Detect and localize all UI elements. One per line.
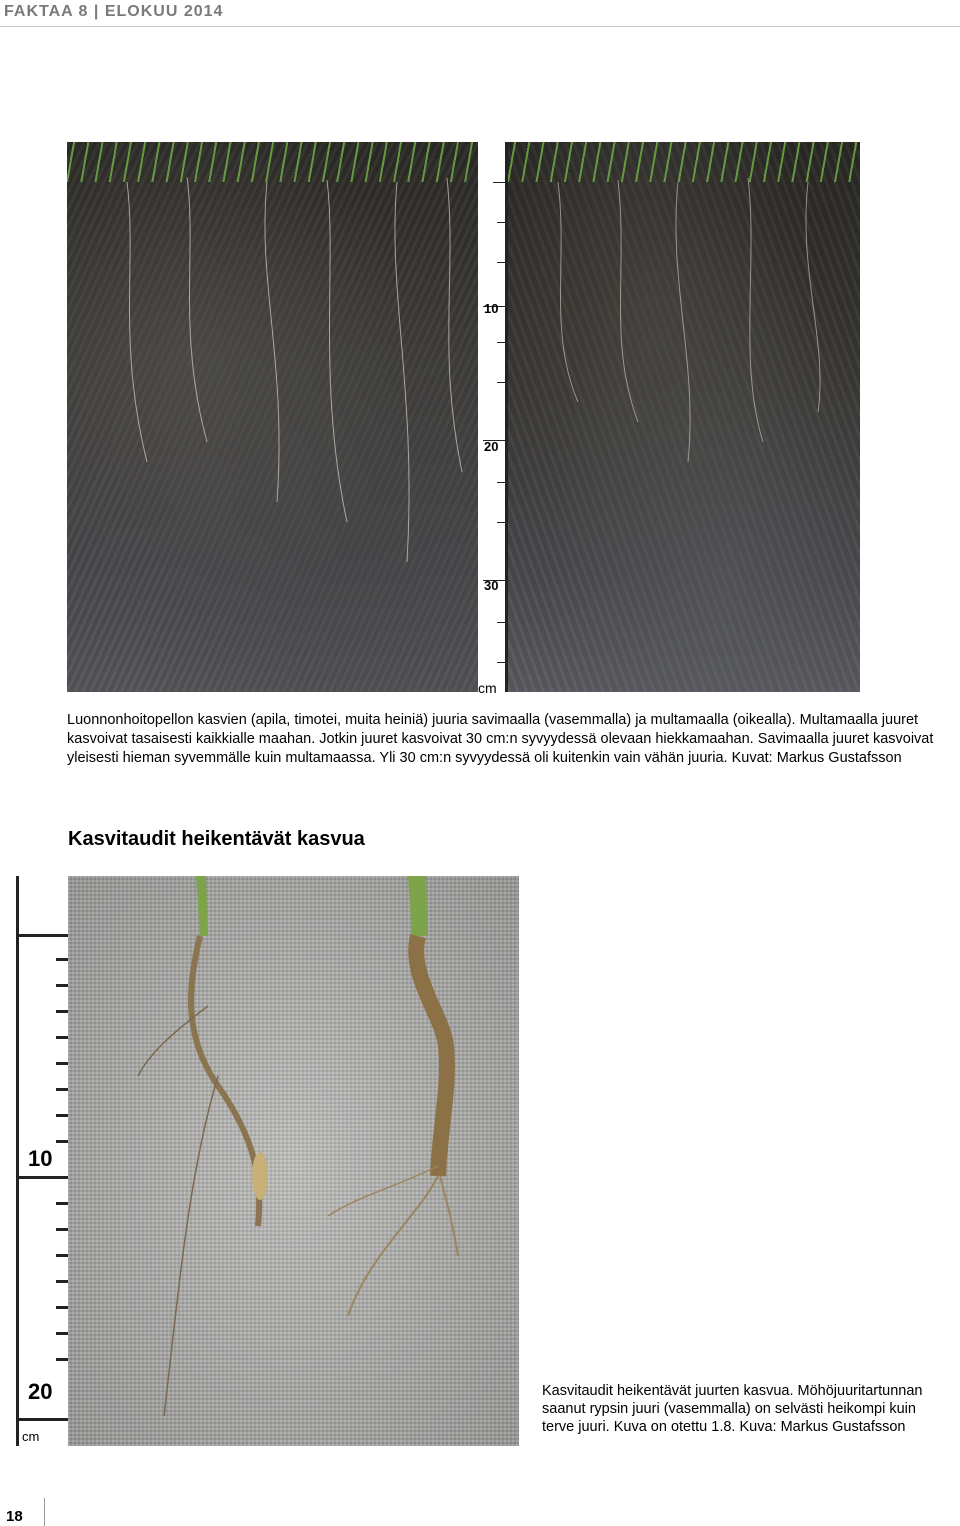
ruler-tick — [56, 1036, 68, 1039]
stem-healthy — [408, 876, 428, 936]
depth-ruler — [478, 142, 508, 696]
ruler-tick — [19, 934, 68, 937]
ruler-tick — [56, 958, 68, 961]
root-photo — [68, 876, 519, 1446]
ruler-tick — [56, 1062, 68, 1065]
soil-photo-mull — [508, 142, 860, 692]
ruler-label-10: 10 — [484, 301, 499, 316]
ruler-tick — [19, 1418, 68, 1421]
root-healthy — [328, 936, 458, 1316]
roots-drawing — [508, 142, 860, 692]
ruler-tick — [56, 1202, 68, 1205]
ruler-tick — [56, 1140, 68, 1143]
section-title: Kasvitaudit heikentävät kasvua — [68, 828, 365, 850]
ruler-unit: cm — [478, 680, 497, 696]
ruler-label-20: 20 — [28, 1379, 53, 1404]
ruler-tick — [56, 1332, 68, 1335]
ruler-tick — [19, 1176, 68, 1179]
roots-drawing — [67, 142, 478, 692]
ruler-tick — [56, 1088, 68, 1091]
ruler-label-30: 30 — [484, 578, 499, 593]
ruler-tick — [56, 1280, 68, 1283]
ruler-tick — [497, 382, 505, 383]
root-ruler — [16, 876, 68, 1446]
ruler-tick — [497, 662, 505, 663]
ruler-label-20: 20 — [484, 439, 499, 454]
footer-divider — [44, 1498, 45, 1526]
ruler-label-10: 10 — [28, 1146, 53, 1171]
ruler-tick — [56, 1010, 68, 1013]
ruler-tick — [497, 622, 505, 623]
ruler-bar — [16, 876, 19, 1446]
ruler-unit: cm — [22, 1429, 40, 1444]
page-number: 18 — [6, 1508, 23, 1525]
ruler-tick — [56, 1254, 68, 1257]
ruler-tick — [56, 1306, 68, 1309]
root-diseased — [138, 936, 268, 1416]
root-photo-caption: Kasvitaudit heikentävät juurten kasvua. Möhöjuuritartunnan saanut rypsin juuri (vasemmalla) on selvästi heikompi kuin terve juuri. Kuva on otettu 1.8. Kuva: Markus Gustafsson — [542, 1383, 923, 1435]
page-header — [0, 0, 960, 27]
header-title: FAKTAA 8 | ELOKUU 2014 — [4, 3, 224, 20]
ruler-tick — [497, 262, 505, 263]
ruler-tick — [497, 222, 505, 223]
ruler-tick — [56, 1358, 68, 1361]
ruler-tick — [493, 182, 505, 183]
roots-illustration — [68, 876, 519, 1446]
soil-photo-clay — [67, 142, 478, 692]
ruler-tick — [497, 522, 505, 523]
ruler-tick — [56, 1114, 68, 1117]
ruler-tick — [497, 342, 505, 343]
soil-photo-caption: Luonnonhoitopellon kasvien (apila, timotei, muita heiniä) juuria savimaalla (vasemmalla) ja multamaalla (oikealla). Multamaalla juuret kasvoivat tasaisesti kaikkialle maahan. Jotkin juuret kasvoivat 30 cm:n syvyydessä olevaan hiekkamaahan. Savimaalla juuret kasvoivat yleisesti hieman syvemmälle kuin multamaassa. Yli 30 cm:n syvyydessä oli kuitenkin vain vähän juuria. Kuvat: Markus Gustafsson — [67, 712, 934, 766]
stem-diseased — [196, 876, 208, 936]
ruler-tick — [56, 1228, 68, 1231]
ruler-tick — [497, 482, 505, 483]
ruler-tick — [56, 984, 68, 987]
